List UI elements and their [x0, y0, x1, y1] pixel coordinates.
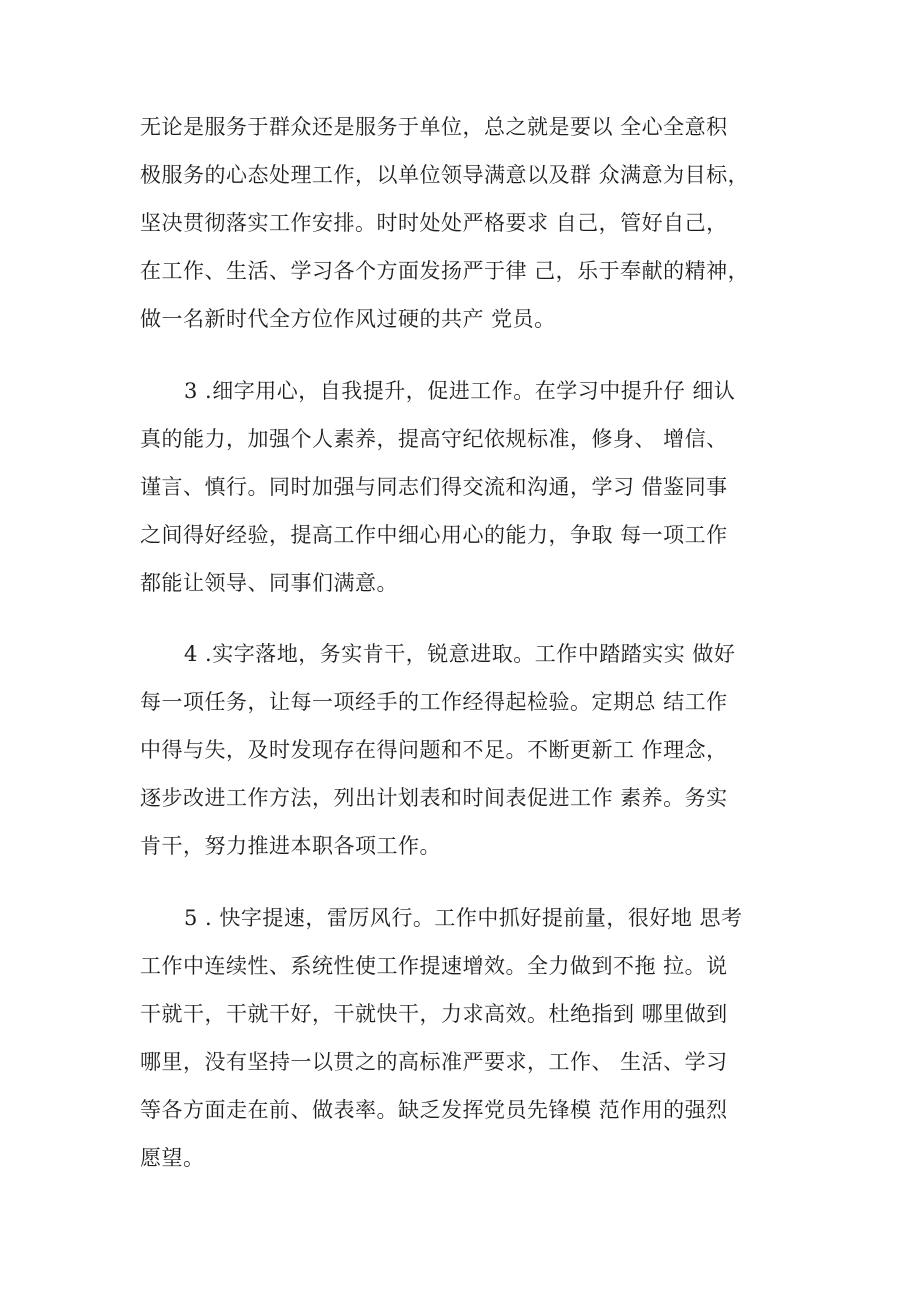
paragraph-3-first-line: 3 .细字用心，自我提升，促进工作。在学习中提升仔 细认 [184, 379, 736, 403]
paragraph-line: 真的能力，加强个人素养，提高守纪依规标准，修身、 增信、 [140, 427, 728, 451]
paragraph-line: 都能让领导、同事们满意。 [140, 571, 398, 595]
paragraph-line: 等各方面走在前、做表率。缺乏发挥党员先锋模 范作用的强烈 [140, 1098, 728, 1122]
paragraph-line: 坚决贯彻落实工作安排。时时处处严格要求 自己，管好自己， [140, 211, 728, 235]
paragraph-line: 无论是服务于群众还是服务于单位，总之就是要以 全心全意积 [140, 115, 728, 139]
paragraph-line: 谨言、慎行。同时加强与同志们得交流和沟通，学习 借鉴同事 [140, 475, 728, 499]
paragraph-line: 每一项任务，让每一项经手的工作经得起检验。定期总 结工作 [140, 690, 728, 714]
paragraph-line: 在工作、生活、学习各个方面发扬严于律 己，乐于奉献的精神， [140, 259, 750, 283]
paragraph-line: 中得与失，及时发现存在得问题和不足。不断更新工 作理念， [140, 738, 728, 762]
paragraph-line: 做一名新时代全方位作风过硬的共产 党员。 [140, 307, 556, 331]
paragraph-line: 愿望。 [140, 1146, 205, 1170]
paragraph-line: 肯干，努力推进本职各项工作。 [140, 834, 441, 858]
paragraph-line: 工作中连续性、系统性使工作提速增效。全力做到不拖 拉。说 [140, 954, 728, 978]
paragraph-5-first-line: 5 . 快字提速，雷厉风行。工作中抓好提前量，很好地 思考 [184, 906, 743, 930]
paragraph-line: 哪里，没有坚持一以贯之的高标准严要求，工作、 生活、学习 [140, 1050, 728, 1074]
paragraph-line: 逐步改进工作方法，列出计划表和时间表促进工作 素养。务实 [140, 786, 728, 810]
paragraph-line: 干就干，干就干好，干就快干，力求高效。杜绝指到 哪里做到 [140, 1002, 728, 1026]
paragraph-line: 极服务的心态处理工作，以单位领导满意以及群 众满意为目标， [140, 163, 750, 187]
paragraph-line: 之间得好经验，提高工作中细心用心的能力，争取 每一项工作 [140, 523, 728, 547]
paragraph-4-first-line: 4 .实字落地，务实肯干，锐意进取。工作中踏踏实实 做好 [184, 642, 736, 666]
